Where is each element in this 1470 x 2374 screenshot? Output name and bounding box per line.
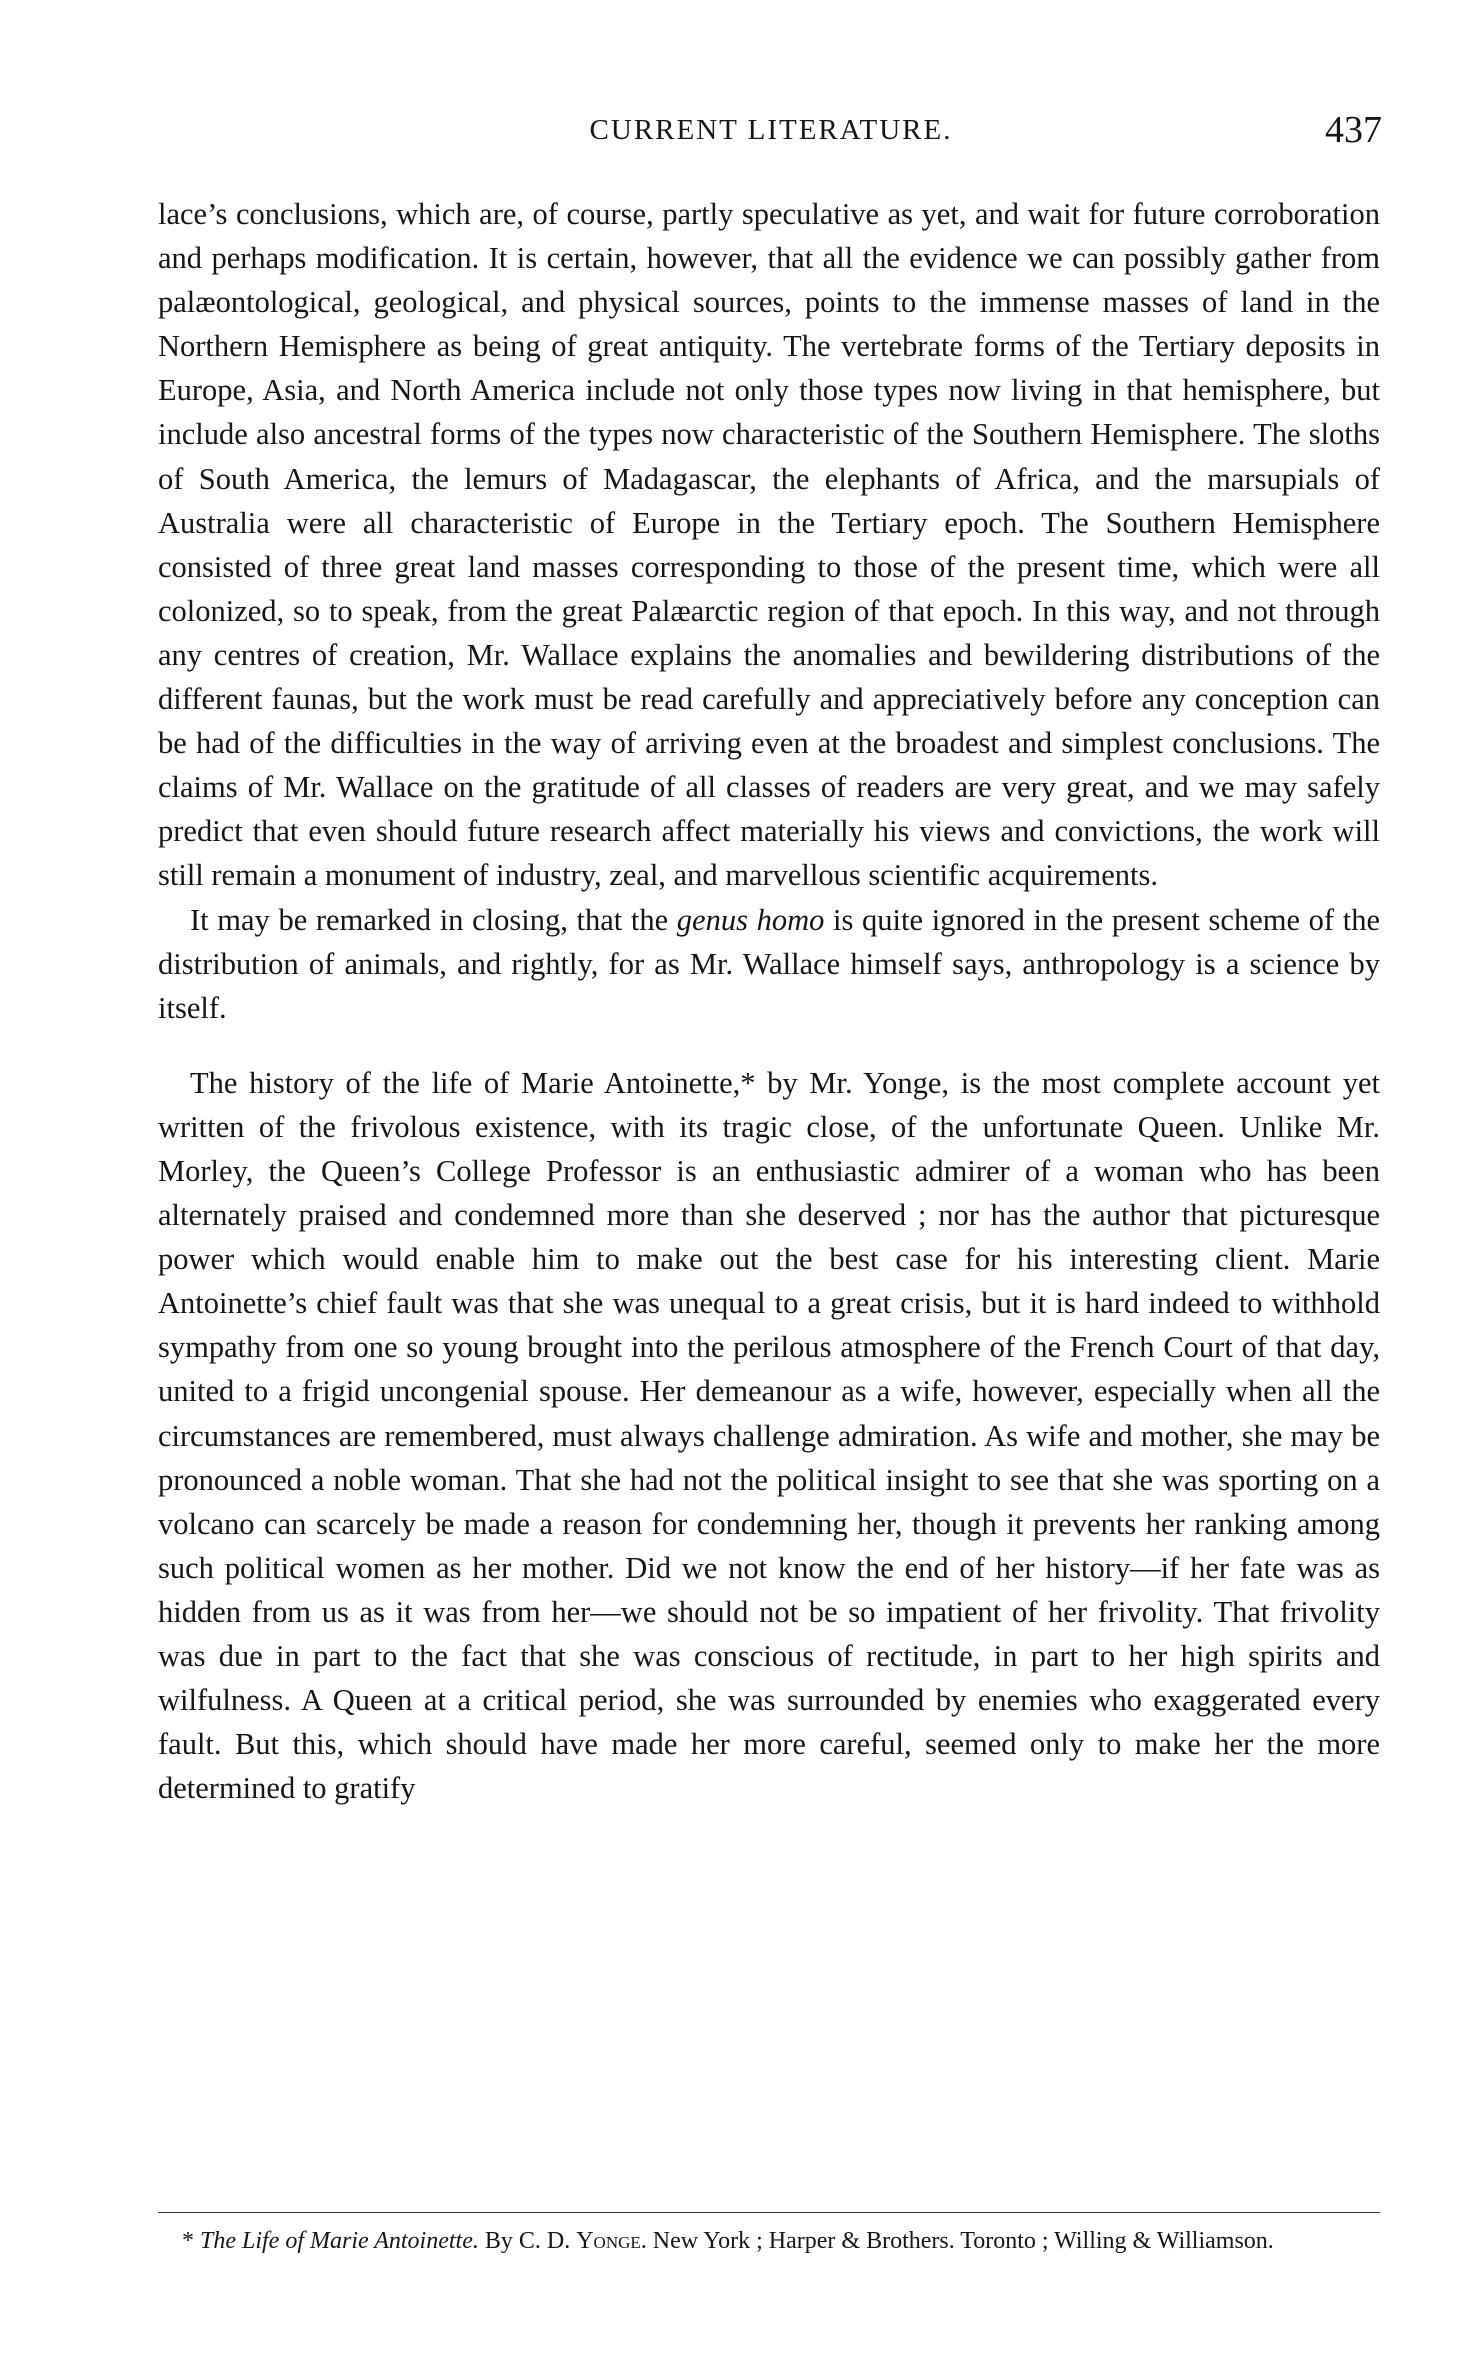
- section-gap: [158, 1030, 1380, 1061]
- footnote-author: Yonge.: [576, 2228, 647, 2254]
- footnote-book-title: The Life of Marie Antoinette.: [200, 2228, 479, 2254]
- footnote: [158, 2224, 1380, 2258]
- paragraph-text-end: is quite ignored in the present scheme of the distribution of animals, and rightly, for as Mr. Wallace himself says, anthropology is a science by itself.: [158, 902, 1380, 1025]
- paragraph-genus-homo: [158, 898, 1380, 1030]
- running-title: CURRENT LITERATURE.: [589, 114, 953, 146]
- footnote-text: [158, 2224, 1380, 2258]
- paragraph-wallace-conclusion: lace’s conclusions, which are, of course, partly speculative as yet, and wait for future corroboration and perhaps modification. It is certain, however, that all the evidence we can possibly gather from palæontological, geological, and physical sources, points to the immense masses of land in the Northern Hemisphere as being of great antiquity. The vertebrate forms of the Tertiary deposits in Europe, Asia, and North America include not only those types now living in that hemisphere, but include also ancestral forms of the types now characteristic of the Southern Hemisphere. The sloths of South America, the lemurs of Madagascar, the elephants of Africa, and the marsupials of Australia were all characteristic of Europe in the Tertiary epoch. The Southern Hemisphere consisted of three great land masses corresponding to those of the present time, which were all colonized, so to speak, from the great Palæarctic region of that epoch. In this way, and not through any centres of creation, Mr. Wallace explains the anomalies and bewildering distributions of the different faunas, but the work must be read carefully and appreciatively before any conception can be had of the difficulties in the way of arriving even at the broadest and simplest conclusions. The claims of Mr. Wallace on the gratitude of all classes of readers are very great, and we may safely predict that even should future research affect materially his views and convictions, the work will still remain a monument of industry, zeal, and marvellous scientific acquirements.: [158, 197, 1380, 893]
- footnote-rule: [158, 2212, 1380, 2213]
- footnote-publisher: New York ; Harper & Brothers. Toronto ; Willing & Williamson.: [646, 2228, 1274, 2254]
- italic-term: genus homo: [676, 902, 825, 937]
- body-text: [158, 192, 1380, 1810]
- paragraph-marie-antoinette: The history of the life of Marie Antoinette,* by Mr. Yonge, is the most complete account yet written of the frivolous existence, with its tragic close, of the unfortunate Queen. Unlike Mr. Morley, the Queen’s College Professor is an enthusiastic admirer of a woman who has been alternately praised and condemned more than she deserved ; nor has the author that picturesque power which would enable him to make out the best case for his interesting client. Marie Antoinette’s chief fault was that she was unequal to a great crisis, but it is hard indeed to withhold sympathy from one so young brought into the perilous atmosphere of the French Court of that day, united to a frigid uncongenial spouse. Her demeanour as a wife, however, especially when all the circumstances are remembered, must always challenge admiration. As wife and mother, she may be pronounced a noble woman. That she had not the political insight to see that she was sporting on a volcano can scarcely be made a reason for condemning her, though it prevents her ranking among such political women as her mother. Did we not know the end of her history—if her fate was as hidden from us as it was from her—we should not be so impatient of her frivolity. That frivolity was due in part to the fact that she was conscious of rectitude, in part to her high spirits and wilfulness. A Queen at a critical period, she was surrounded by enemies who exaggerated every fault. But this, which should have made her more careful, seemed only to make her the more determined to gratify: [158, 1065, 1380, 1806]
- running-head: [160, 108, 1382, 158]
- footnote-by: By C. D.: [478, 2228, 577, 2254]
- paragraph-text-start: It may be remarked in closing, that the: [190, 902, 677, 937]
- page-number: 437: [1325, 109, 1382, 151]
- footnote-marker: *: [182, 2228, 200, 2254]
